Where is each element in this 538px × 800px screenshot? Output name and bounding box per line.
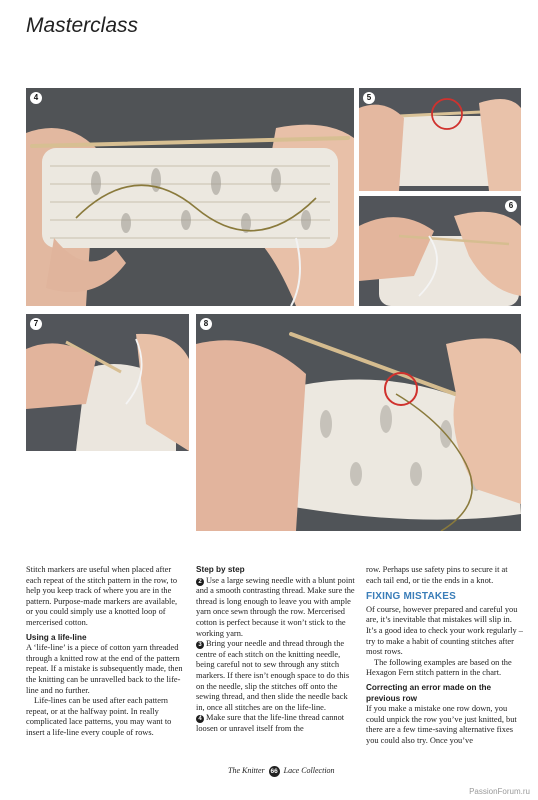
step-number-badge: 4 [196,715,204,723]
knitting-illustration [26,88,354,306]
step-text: Make sure that the life-line thread cannot loosen or unravel itself from the [196,713,345,733]
page-footer [228,766,335,777]
photo-number-badge: 4 [30,92,42,104]
step-paragraph [196,713,356,734]
body-paragraph: Life-lines can be used after each pattern repeat, or at the halfway point. In really complicated lace patterns, you may want to insert a life-line every couple of rows. [26,696,172,737]
continued-paragraph: row. Perhaps use safety pins to secure it at each tail end, or tie the ends in a knot. [366,565,508,585]
step-number-badge: 3 [196,641,204,649]
knitting-illustration [196,314,521,531]
photo-step-5 [359,88,521,191]
photo-number-badge: 6 [505,200,517,212]
page-title: Masterclass [26,14,139,37]
intro-paragraph: Stitch markers are useful when placed after each repeat of the stitch pattern in the row, to help you keep track of where you are in the pattern. Purpose-made markers are available, or you could simply use a knotted loop of mercerised cotton. [26,565,178,627]
photo-number-badge: 5 [363,92,375,104]
text-column-3 [366,565,524,747]
knitting-illustration [359,196,521,306]
section-name: Lace Collection [283,766,335,775]
photo-step-7 [26,314,189,451]
step-paragraph [196,576,356,640]
magazine-name: The Knitter [228,766,265,775]
page-number: 66 [270,768,278,775]
step-paragraph [196,639,356,713]
step-number-badge: 2 [196,578,204,586]
body-paragraph: The following examples are based on the Hexagon Fern stitch pattern in the chart. [366,657,512,678]
body-paragraph: A ‘life-line’ is a piece of cotton yarn threaded through a knitted row at the end of the pattern repeat. If a mistake is subsequently made, then the knitting can be unravelled back to the life-line and no further. [26,643,183,695]
subheading: Correcting an error made on the previous row [366,682,492,703]
photo-step-8 [196,314,521,531]
body-paragraph: If you make a mistake one row down, you could unpick the row you’ve just knitted, but there are a few time-saving alternative fixes you could also try. Once you’ve [366,704,517,745]
body-paragraph: Of course, however prepared and careful you are, it’s inevitable that mistakes will slip in. It’s a good idea to check your work regularly – try to make a habit of counting stitches after most rows. [366,604,523,657]
knitting-illustration [359,88,521,191]
photo-step-4 [26,88,354,306]
step-text: Use a large sewing needle with a blunt point and a smooth contrasting thread. Make sure the thread is long enough to leave you with ample yarn once sewn through the row. Mercerised cotton is perfect because it won’t stick to the working yarn. [196,575,355,638]
section-heading: FIXING MISTAKES [366,591,457,603]
knitting-illustration [26,314,189,451]
text-column-1 [26,565,186,739]
step-text: Bring your needle and thread through the centre of each stitch on the knitting needle, being careful not to sew through any stitch markers. If there isn’t enough space to do this on the needle, slip the stitches off onto the sewing thread, and then slide the needle back in, once all stitches are on the life-line. [196,639,350,712]
photo-number-badge: 7 [30,318,42,330]
photo-step-6 [359,196,521,306]
text-column-2 [196,565,356,735]
section-heading: Step by step [196,565,245,574]
section-heading: Using a life-line [26,632,87,642]
watermark: PassionForum.ru [469,787,530,796]
photo-number-badge: 8 [200,318,212,330]
